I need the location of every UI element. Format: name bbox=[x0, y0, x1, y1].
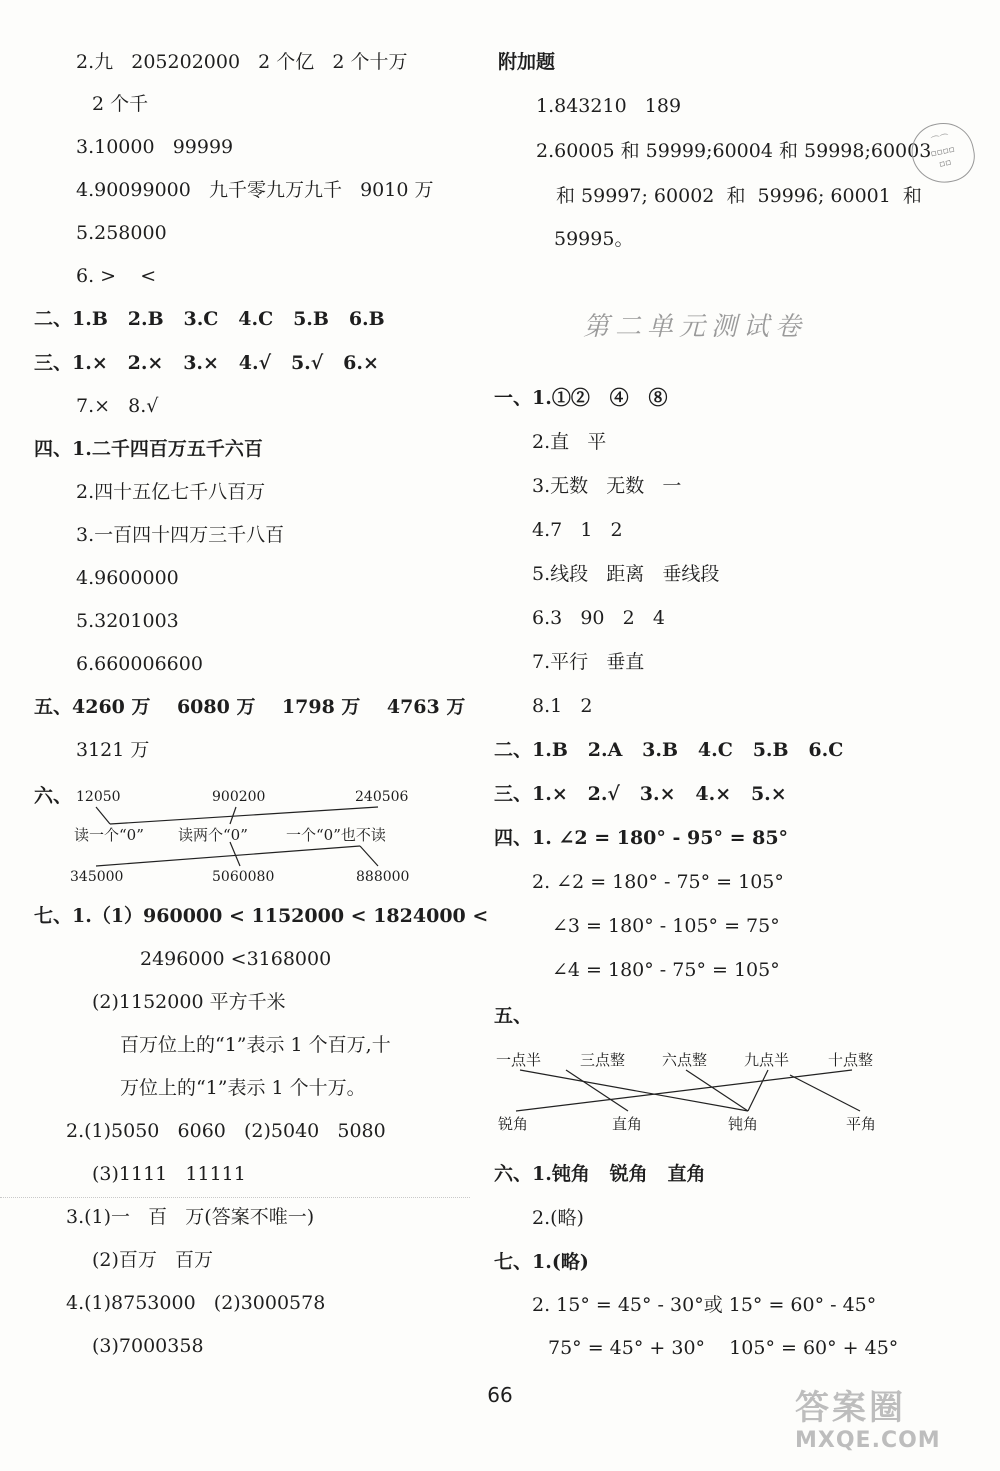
watermark-logo-text: 答案圈 bbox=[795, 1388, 906, 1428]
answer-line: 3.(1)一 百 万(答案不唯一) bbox=[66, 1206, 315, 1228]
answer-line: (3)1111 11111 bbox=[92, 1163, 246, 1185]
q6-bottom-item: 5060080 bbox=[212, 869, 275, 885]
section-2-answers: 二、1.B 2.B 3.C 4.C 5.B 6.B bbox=[34, 308, 385, 330]
answer-line: 6. > < bbox=[76, 265, 157, 287]
answer-line: 2.九 205202000 2 个亿 2 个十万 bbox=[76, 51, 408, 73]
answer-line: 6.3 90 2 4 bbox=[532, 607, 665, 629]
answer-line: 1.843210 189 bbox=[536, 95, 682, 117]
answer-line: 2.四十五亿七千八百万 bbox=[76, 481, 266, 503]
answer-line: 7.平行 垂直 bbox=[532, 651, 645, 673]
answer-line: 2.(1)5050 6060 (2)5040 5080 bbox=[66, 1120, 386, 1142]
answer-line: 2.60005 和 59999;60004 和 59998;60003 bbox=[536, 140, 932, 162]
q6-link bbox=[96, 807, 110, 824]
q6-middle-item: 读两个“0” bbox=[178, 826, 248, 844]
unit-test-title: 第二单元测试卷 bbox=[582, 312, 807, 342]
section-5-answers: 五、4260 万 6080 万 1798 万 4763 万 bbox=[34, 696, 466, 718]
answer-line: 万位上的“1”表示 1 个十万。 bbox=[120, 1077, 366, 1099]
answer-line: 3.10000 99999 bbox=[76, 136, 234, 158]
answer-line: 百万位上的“1”表示 1 个百万,十 bbox=[120, 1034, 391, 1056]
q6-middle-item: 读一个“0” bbox=[74, 826, 144, 844]
answer-line: 和 59997; 60002 和 59996; 60001 和 bbox=[556, 185, 922, 207]
answer-line: 2496000 <3168000 bbox=[140, 948, 332, 970]
answer-line: (2)1152000 平方千米 bbox=[92, 991, 286, 1013]
watermark-url: MXQE.COM bbox=[795, 1428, 941, 1453]
answer-line: (2)百万 百万 bbox=[92, 1249, 214, 1271]
section-7-answers: 七、1.(略) bbox=[494, 1251, 589, 1273]
extra-questions-heading: 附加题 bbox=[498, 51, 556, 73]
section-3-answers: 三、1.× 2.√ 3.× 4.× 5.× bbox=[494, 783, 787, 805]
answer-line: ∠3 = 180° - 105° = 75° bbox=[552, 915, 780, 937]
answer-line: ∠4 = 180° - 75° = 105° bbox=[552, 959, 780, 981]
answer-line: 4.7 1 2 bbox=[532, 519, 623, 541]
q5-link bbox=[566, 1070, 628, 1111]
q5-angle-item: 钝角 bbox=[728, 1115, 759, 1133]
section-7-answers: 七、1.（1）960000 < 1152000 < 1824000 < bbox=[34, 905, 489, 927]
q5-angle-item: 直角 bbox=[612, 1115, 643, 1133]
q6-bottom-item: 888000 bbox=[356, 869, 410, 885]
section-6-label: 六、 bbox=[34, 785, 73, 807]
answer-line: 5.258000 bbox=[76, 222, 167, 244]
answer-line: 3121 万 bbox=[76, 739, 150, 761]
answer-line: 2.(略) bbox=[532, 1207, 584, 1229]
answer-line: 59995。 bbox=[554, 228, 634, 250]
page-number: 66 bbox=[487, 1383, 513, 1407]
q6-link bbox=[360, 846, 378, 866]
answer-line: 7.× 8.√ bbox=[76, 395, 159, 417]
q5-link bbox=[790, 1075, 860, 1111]
q5-time-item: 十点整 bbox=[828, 1051, 874, 1069]
q5-time-item: 三点整 bbox=[580, 1051, 626, 1069]
section-5-label: 五、 bbox=[494, 1005, 533, 1027]
answer-line: (3)7000358 bbox=[92, 1335, 204, 1357]
answer-line: 5.线段 距离 垂线段 bbox=[532, 563, 720, 585]
section-1-answers: 一、1.①② ④ ⑧ bbox=[494, 387, 668, 409]
answer-line: 3.一百四十四万三千八百 bbox=[76, 524, 285, 546]
q6-link bbox=[110, 807, 378, 824]
answer-line: 2 个千 bbox=[92, 93, 149, 115]
q5-link bbox=[520, 1070, 748, 1111]
answer-line: 4.9600000 bbox=[76, 567, 179, 589]
answer-line: 2. 15° = 45° - 30°或 15° = 60° - 45° bbox=[532, 1294, 877, 1316]
q6-top-item: 12050 bbox=[76, 789, 121, 805]
q6-middle-item: 一个“0”也不读 bbox=[286, 826, 386, 844]
q6-top-item: 240506 bbox=[355, 789, 409, 805]
answer-line: 75° = 45° + 30° 105° = 60° + 45° bbox=[548, 1337, 899, 1359]
answer-line: 6.660006600 bbox=[76, 653, 203, 675]
q5-link bbox=[516, 1070, 852, 1111]
q5-link bbox=[748, 1070, 768, 1111]
answer-line: 3.无数 无数 一 bbox=[532, 475, 682, 497]
stamp-seal: ⌒⌒ ▫▫▫▫ ▫▫ bbox=[906, 117, 979, 189]
q6-link bbox=[230, 842, 240, 866]
watermark-logo bbox=[795, 1388, 995, 1468]
section-3-answers: 三、1.× 2.× 3.× 4.√ 5.√ 6.× bbox=[34, 352, 379, 374]
answer-line: 2.直 平 bbox=[532, 431, 607, 453]
q5-time-item: 一点半 bbox=[496, 1051, 542, 1069]
section-4-answers: 四、1.二千四百万五千六百 bbox=[34, 438, 263, 460]
section-6-answers: 六、1.钝角 锐角 直角 bbox=[494, 1163, 706, 1185]
q5-angle-item: 锐角 bbox=[498, 1115, 529, 1133]
answer-line: 4.(1)8753000 (2)3000578 bbox=[66, 1292, 326, 1314]
q6-bottom-item: 345000 bbox=[70, 869, 124, 885]
section-2-answers: 二、1.B 2.A 3.B 4.C 5.B 6.C bbox=[494, 739, 844, 761]
q6-link bbox=[96, 846, 360, 866]
q5-time-item: 九点半 bbox=[744, 1051, 790, 1069]
section-4-answers: 四、1. ∠2 = 180° - 95° = 85° bbox=[494, 827, 789, 849]
answer-line: 8.1 2 bbox=[532, 695, 593, 717]
q5-time-item: 六点整 bbox=[662, 1051, 708, 1069]
answer-line: 4.90099000 九千零九万九千 9010 万 bbox=[76, 179, 434, 201]
q6-top-item: 900200 bbox=[212, 789, 266, 805]
answer-line: 2. ∠2 = 180° - 75° = 105° bbox=[532, 871, 784, 893]
q5-angle-item: 平角 bbox=[846, 1115, 877, 1133]
answer-line: 5.3201003 bbox=[76, 610, 179, 632]
